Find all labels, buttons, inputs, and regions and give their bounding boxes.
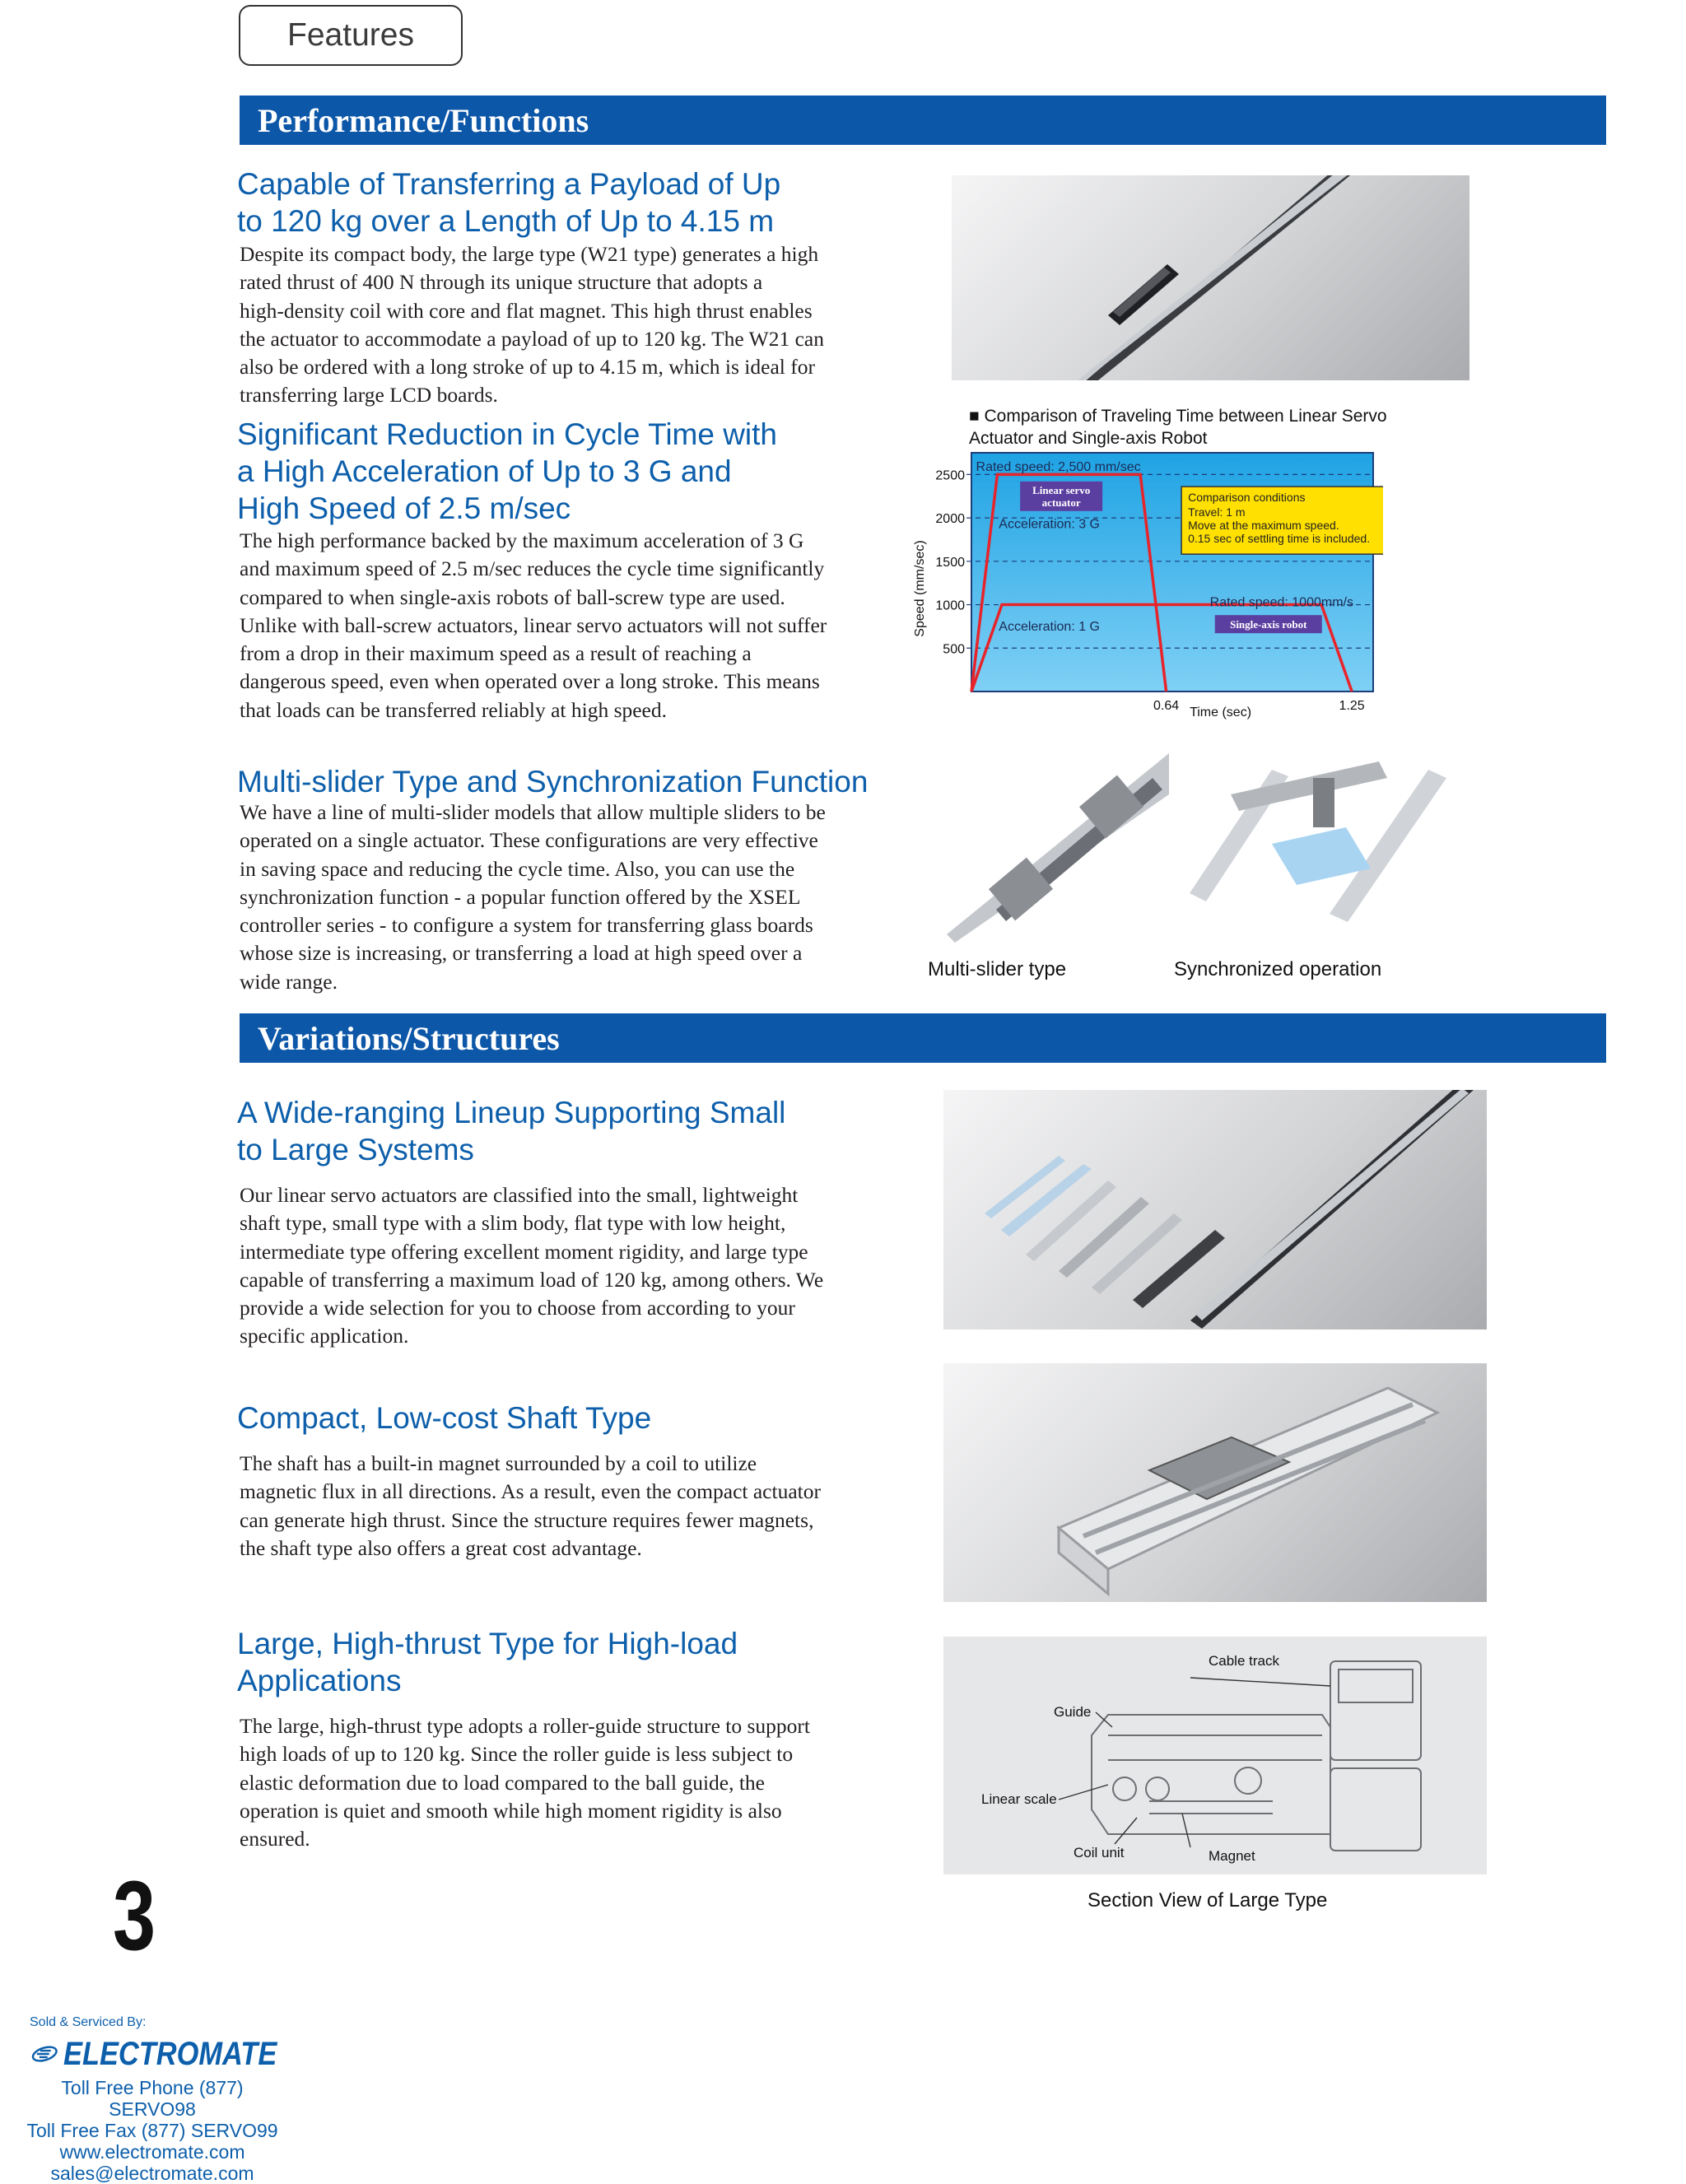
x-tick-label: 1.25 <box>1339 699 1365 713</box>
cycle-heading-line3: High Speed of 2.5 m/sec <box>237 491 571 525</box>
payload-section <box>237 165 896 240</box>
label-cable-track: Cable track <box>1209 1653 1279 1669</box>
multi-slider-illustration <box>947 745 1169 943</box>
synchronized-operation-photo <box>1181 745 1457 922</box>
body-line: controller series - to configure a system for transferring glass boards <box>240 913 813 938</box>
payload-heading-line2: to 120 kg over a Length of Up to 4.15 m <box>237 204 775 238</box>
cycle-heading-line2: a High Acceleration of Up to 3 G and <box>237 454 732 488</box>
cycle-heading-line1: Significant Reduction in Cycle Time with <box>237 417 778 451</box>
y-tick-label: 1500 <box>935 555 965 570</box>
body-line: magnetic flux in all directions. As a result, even the compact actuator <box>240 1479 821 1504</box>
y-tick-label: 2000 <box>935 512 965 527</box>
body-line: Unlike with ball-screw actuators, linear servo actuators will not suffer <box>240 612 827 637</box>
body-line: ensured. <box>240 1827 310 1851</box>
body-line: the actuator to accommodate a payload of up to 120 kg. The W21 can <box>240 326 824 351</box>
body-line: The shaft has a built-in magnet surrounded by a coil to utilize <box>240 1451 757 1475</box>
body-line: from a drop in their maximum speed as a result of reaching a <box>240 641 752 666</box>
body-line: compared to when single-axis robots of ball-screw type are used. <box>240 584 785 609</box>
y-tick-label: 2500 <box>935 468 965 483</box>
annotation-accel-1g: Acceleration: 1 G <box>999 620 1101 635</box>
email-link[interactable]: sales@electromate.com <box>50 2163 254 2184</box>
annotation-rated-1000: Rated speed: 1000mm/s <box>1209 595 1353 610</box>
section-bar-performance <box>240 95 1606 145</box>
section-title: Variations/Structures <box>258 1019 560 1057</box>
x-tick-label: 0.64 <box>1153 699 1180 713</box>
conditions-title: Comparison conditions <box>1188 491 1306 505</box>
annotation-accel-3g: Acceleration: 3 G <box>999 517 1101 532</box>
fax-line: Toll Free Fax (877) SERVO99 <box>26 2120 278 2141</box>
cycle-section <box>237 416 896 527</box>
body-line: We have a line of multi-slider models that allow multiple sliders to be <box>240 800 826 824</box>
conditions-line: Move at the maximum speed. <box>1188 519 1339 533</box>
actuator-illustration <box>952 175 1469 380</box>
section-title: Performance/Functions <box>258 101 589 139</box>
conditions-line: Travel: 1 m <box>1188 505 1246 519</box>
body-line: The large, high-thrust type adopts a roller-guide structure to support <box>240 1714 811 1738</box>
body-line: that loads can be transferred reliably at high speed. <box>240 697 668 722</box>
label-magnet: Magnet <box>1209 1848 1255 1864</box>
body-line: synchronization function - a popular function offered by the XSEL <box>240 884 801 909</box>
section-view-caption: Section View of Large Type <box>1088 1889 1328 1912</box>
large-body <box>240 1712 890 1853</box>
page-number: 3 <box>113 1860 156 1971</box>
body-line: wide range. <box>240 969 338 994</box>
lineup-heading-line1: A Wide-ranging Lineup Supporting Small <box>237 1096 786 1129</box>
section-view-diagram <box>943 1637 1487 1874</box>
body-line: intermediate type offering excellent moment rigidity, and large type <box>240 1239 808 1264</box>
body-line: also be ordered with a long stroke of up to 4.15 m, which is ideal for <box>240 355 815 380</box>
electromate-logo <box>31 2033 311 2075</box>
body-line: transferring large LCD boards. <box>240 383 498 407</box>
body-line: the shaft type also offers a great cost advantage. <box>240 1535 642 1560</box>
electromate-swoosh-icon <box>31 2036 58 2072</box>
large-heading-line2: Applications <box>237 1664 402 1697</box>
lineup-heading-line2: to Large Systems <box>237 1133 474 1167</box>
lineup-body <box>240 1181 890 1351</box>
body-line: The high performance backed by the maximum acceleration of 3 G <box>240 529 804 552</box>
large-actuator-photo <box>952 175 1469 380</box>
body-line: capable of transferring a maximum load of 120 kg, among others. We <box>240 1267 824 1292</box>
conditions-line: 0.15 sec of settling time is included. <box>1188 532 1371 546</box>
website-link[interactable]: www.electromate.com <box>59 2141 245 2163</box>
annotation-rated-2500: Rated speed: 2,500 mm/sec <box>976 459 1141 474</box>
shaft-type-photo <box>943 1363 1487 1602</box>
brand-name: ELECTROMATE <box>63 2035 277 2072</box>
lineup-illustration <box>943 1090 1487 1329</box>
multi-body <box>240 799 890 996</box>
body-line: can generate high thrust. Since the structure requires fewer magnets, <box>240 1507 814 1532</box>
body-line: specific application. <box>240 1324 409 1348</box>
lineup-photo <box>943 1090 1487 1329</box>
body-line: shaft type, small type with a slim body, flat type with low height, <box>240 1211 786 1236</box>
body-line: dangerous speed, even when operated over a long stroke. This means <box>240 669 820 694</box>
body-line: operation is quiet and smooth while high moment rigidity is also <box>240 1798 782 1823</box>
body-line: high loads of up to 120 kg. Since the roller guide is less subject to <box>240 1742 794 1767</box>
chart-title <box>969 405 1387 449</box>
body-line: high-density coil with core and flat magnet. This high thrust enables <box>240 298 813 323</box>
body-line: operated on a single actuator. These configurations are very effective <box>240 828 818 853</box>
section-view-drawing <box>943 1637 1487 1874</box>
synchronized-illustration <box>1181 745 1457 922</box>
y-axis-label: Speed (mm/sec) <box>913 540 927 637</box>
multi-slider-photo <box>947 745 1169 943</box>
y-tick-label: 500 <box>943 642 965 657</box>
lineup-section <box>237 1094 896 1168</box>
body-line: whose size is increasing, or transferring a load at high speed over a <box>240 941 803 966</box>
single-axis-label: Single-axis robot <box>1230 618 1307 631</box>
x-axis-label: Time (sec) <box>1190 705 1252 719</box>
large-section <box>237 1625 896 1699</box>
payload-heading-line1: Capable of Transferring a Payload of Up <box>237 167 781 201</box>
payload-body <box>240 240 890 410</box>
label-coil-unit: Coil unit <box>1074 1845 1125 1860</box>
cycle-body <box>240 527 890 724</box>
features-tab: Features <box>239 5 463 66</box>
y-tick-label: 1000 <box>935 598 965 613</box>
shaft-heading: Compact, Low-cost Shaft Type <box>237 1401 652 1435</box>
multi-heading: Multi-slider Type and Synchronization Function <box>237 765 869 799</box>
synchronized-caption: Synchronized operation <box>1174 958 1382 980</box>
body-line: Our linear servo actuators are classified into the small, lightweight <box>240 1183 799 1207</box>
speed-chart <box>906 449 1383 729</box>
shaft-illustration <box>943 1363 1487 1602</box>
chart-title-line2: Actuator and Single-axis Robot <box>969 429 1208 448</box>
chart-title-line1: ■ Comparison of Traveling Time between Linear Servo <box>969 407 1387 426</box>
label-linear-scale: Linear scale <box>981 1791 1057 1807</box>
multi-slider-caption: Multi-slider type <box>928 958 1067 980</box>
shaft-body <box>240 1450 890 1562</box>
sold-by-label: Sold & Serviced By: <box>30 2015 147 2029</box>
body-line: elastic deformation due to load compared to the ball guide, the <box>240 1770 765 1795</box>
body-line: rated thrust of 400 N through its unique structure that adopts a <box>240 270 763 295</box>
linear-servo-label: actuator <box>1041 496 1081 509</box>
body-line: Despite its compact body, the large type (W21 type) generates a high <box>240 242 819 266</box>
body-line: in saving space and reducing the cycle time. Also, you can use the <box>240 856 795 881</box>
body-line: and maximum speed of 2.5 m/sec reduces the cycle time significantly <box>240 556 825 581</box>
label-guide: Guide <box>1054 1704 1092 1720</box>
large-heading-line1: Large, High-thrust Type for High-load <box>237 1627 738 1660</box>
contact-block <box>16 2077 288 2184</box>
section-bar-variations <box>240 1013 1606 1063</box>
phone-line: Toll Free Phone (877) SERVO98 <box>61 2077 244 2120</box>
linear-servo-label: Linear servo <box>1032 483 1091 496</box>
body-line: provide a wide selection for you to choose from according to your <box>240 1296 795 1320</box>
